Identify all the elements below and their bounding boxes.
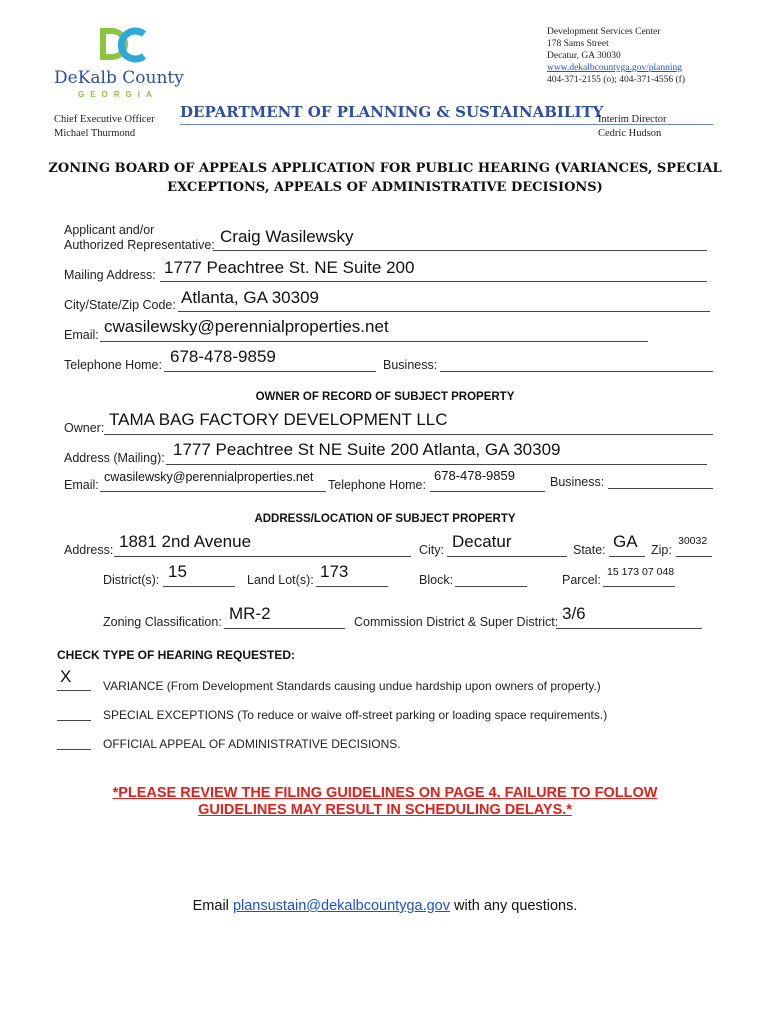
zoning-field[interactable]: MR-2: [229, 604, 271, 623]
city-state-zip-field[interactable]: Atlanta, GA 30309: [181, 288, 319, 307]
commission-label: Commission District & Super District:: [354, 615, 559, 629]
footer-email-link[interactable]: plansustain@dekalbcountyga.gov: [232, 898, 450, 914]
owner-address-field[interactable]: 1777 Peachtree St NE Suite 200 Atlanta, GA 30309: [173, 440, 561, 459]
zoning-label: Zoning Classification:: [103, 615, 222, 629]
contact-footer: [0, 898, 770, 914]
form-title-line1: ZONING BOARD OF APPEALS APPLICATION FOR PUBLIC HEARING (VARIANCES, SPECIAL: [48, 161, 722, 176]
block-label: Block:: [419, 573, 454, 587]
special-exceptions-checkbox[interactable]: [57, 720, 91, 721]
applicant-email-label: Email:: [64, 328, 99, 342]
applicant-phone-label: Telephone Home:: [64, 358, 162, 372]
owner-email-label: Email:: [64, 478, 99, 492]
footer-suffix: with any questions.: [454, 898, 578, 914]
ceo-name: Michael Thurmond: [54, 128, 136, 139]
office-street: 178 Sams Street: [547, 39, 609, 49]
applicant-business-line[interactable]: [440, 371, 713, 372]
land-lot-line: [316, 586, 388, 587]
mailing-address-line: [160, 281, 707, 282]
form-title-line2: EXCEPTIONS, APPEALS OF ADMINISTRATIVE DECISIONS): [167, 180, 603, 195]
property-zip-label: Zip:: [651, 543, 672, 557]
variance-label: VARIANCE (From Development Standards causing undue hardship upon owners of property.): [103, 679, 601, 693]
property-address-label: Address:: [64, 543, 114, 557]
owner-phone-label: Telephone Home:: [328, 478, 426, 492]
property-address-field[interactable]: 1881 2nd Avenue: [119, 532, 252, 551]
land-lot-label: Land Lot(s):: [247, 573, 314, 587]
mailing-address-label: Mailing Address:: [64, 268, 156, 282]
variance-check-mark: X: [60, 667, 72, 686]
owner-section-header: OWNER OF RECORD OF SUBJECT PROPERTY: [255, 391, 515, 403]
director-title: Interim Director: [598, 114, 667, 125]
owner-email-field[interactable]: cwasilewsky@perennialproperties.net: [104, 470, 314, 484]
applicant-email-field[interactable]: cwasilewsky@perennialproperties.net: [104, 317, 389, 336]
logo-county-name: DeKalb County: [54, 68, 184, 88]
property-zip-line: [676, 556, 712, 557]
owner-email-line: [100, 491, 326, 492]
office-city: Decatur, GA 30030: [547, 51, 621, 61]
department-title: DEPARTMENT OF PLANNING & SUSTAINABILITY: [180, 103, 604, 121]
city-state-zip-label: City/State/Zip Code:: [64, 298, 176, 312]
property-state-field[interactable]: GA: [613, 532, 638, 551]
applicant-phone-field[interactable]: 678-478-9859: [170, 347, 276, 366]
property-state-label: State:: [573, 543, 606, 557]
applicant-name-field[interactable]: Craig Wasilewsky: [220, 227, 354, 246]
director-name: Cedric Hudson: [598, 128, 662, 139]
special-exceptions-label: SPECIAL EXCEPTIONS (To reduce or waive off-street parking or loading space requirements.): [103, 708, 608, 722]
hearing-type-header: CHECK TYPE OF HEARING REQUESTED:: [57, 648, 296, 662]
district-line: [163, 586, 235, 587]
city-state-zip-line: [178, 311, 710, 312]
property-state-line: [609, 556, 645, 557]
applicant-label-line2: Authorized Representative:: [64, 238, 215, 252]
owner-address-line: [166, 464, 707, 465]
applicant-name-line: [213, 250, 707, 251]
property-section-header: ADDRESS/LOCATION OF SUBJECT PROPERTY: [254, 513, 516, 525]
logo-state-name: GEORGIA: [78, 90, 158, 99]
parcel-field[interactable]: 15 173 07 048: [607, 566, 675, 578]
property-city-label: City:: [419, 543, 444, 557]
filing-guidelines-notice-line1: *PLEASE REVIEW THE FILING GUIDELINES ON PAGE 4. FAILURE TO FOLLOW: [112, 785, 658, 801]
owner-phone-line: [430, 491, 545, 492]
district-field[interactable]: 15: [168, 562, 187, 581]
office-website-link[interactable]: www.dekalbcountyga.gov/planning: [547, 63, 682, 73]
property-city-line: [447, 556, 567, 557]
commission-line: [556, 628, 702, 629]
dc-logo-mark: [94, 24, 150, 70]
block-line[interactable]: [455, 586, 527, 587]
mailing-address-field[interactable]: 1777 Peachtree St. NE Suite 200: [164, 258, 415, 277]
applicant-business-label: Business:: [383, 358, 438, 372]
owner-address-label: Address (Mailing):: [64, 451, 165, 465]
owner-line: [104, 434, 713, 435]
property-zip-field[interactable]: 30032: [678, 535, 708, 547]
owner-business-label: Business:: [550, 475, 605, 489]
ceo-title: Chief Executive Officer: [54, 114, 155, 125]
owner-phone-field[interactable]: 678-478-9859: [434, 468, 515, 483]
owner-business-line[interactable]: [608, 488, 713, 489]
appeal-checkbox[interactable]: [57, 749, 91, 750]
applicant-phone-line: [164, 371, 376, 372]
office-phones: 404-371-2155 (o); 404-371-4556 (f): [547, 75, 685, 85]
land-lot-field[interactable]: 173: [320, 562, 349, 581]
variance-checkbox[interactable]: [57, 690, 91, 691]
district-label: District(s):: [103, 573, 160, 587]
applicant-email-line: [100, 341, 648, 342]
owner-label: Owner:: [64, 421, 105, 435]
applicant-label-line1: Applicant and/or: [64, 223, 155, 237]
parcel-label: Parcel:: [562, 573, 601, 587]
property-city-field[interactable]: Decatur: [452, 532, 512, 551]
office-name: Development Services Center: [547, 27, 661, 37]
property-address-line: [114, 556, 411, 557]
filing-guidelines-notice-line2: GUIDELINES MAY RESULT IN SCHEDULING DELAYS.*: [198, 802, 572, 818]
office-address-block: [547, 26, 685, 86]
owner-name-field[interactable]: TAMA BAG FACTORY DEVELOPMENT LLC: [109, 410, 448, 429]
zoning-line: [224, 628, 345, 629]
commission-field[interactable]: 3/6: [562, 604, 586, 623]
appeal-label: OFFICIAL APPEAL OF ADMINISTRATIVE DECISIONS.: [103, 737, 401, 751]
county-logo: [54, 22, 184, 104]
parcel-line: [603, 586, 675, 587]
footer-prefix: Email: [192, 898, 229, 914]
